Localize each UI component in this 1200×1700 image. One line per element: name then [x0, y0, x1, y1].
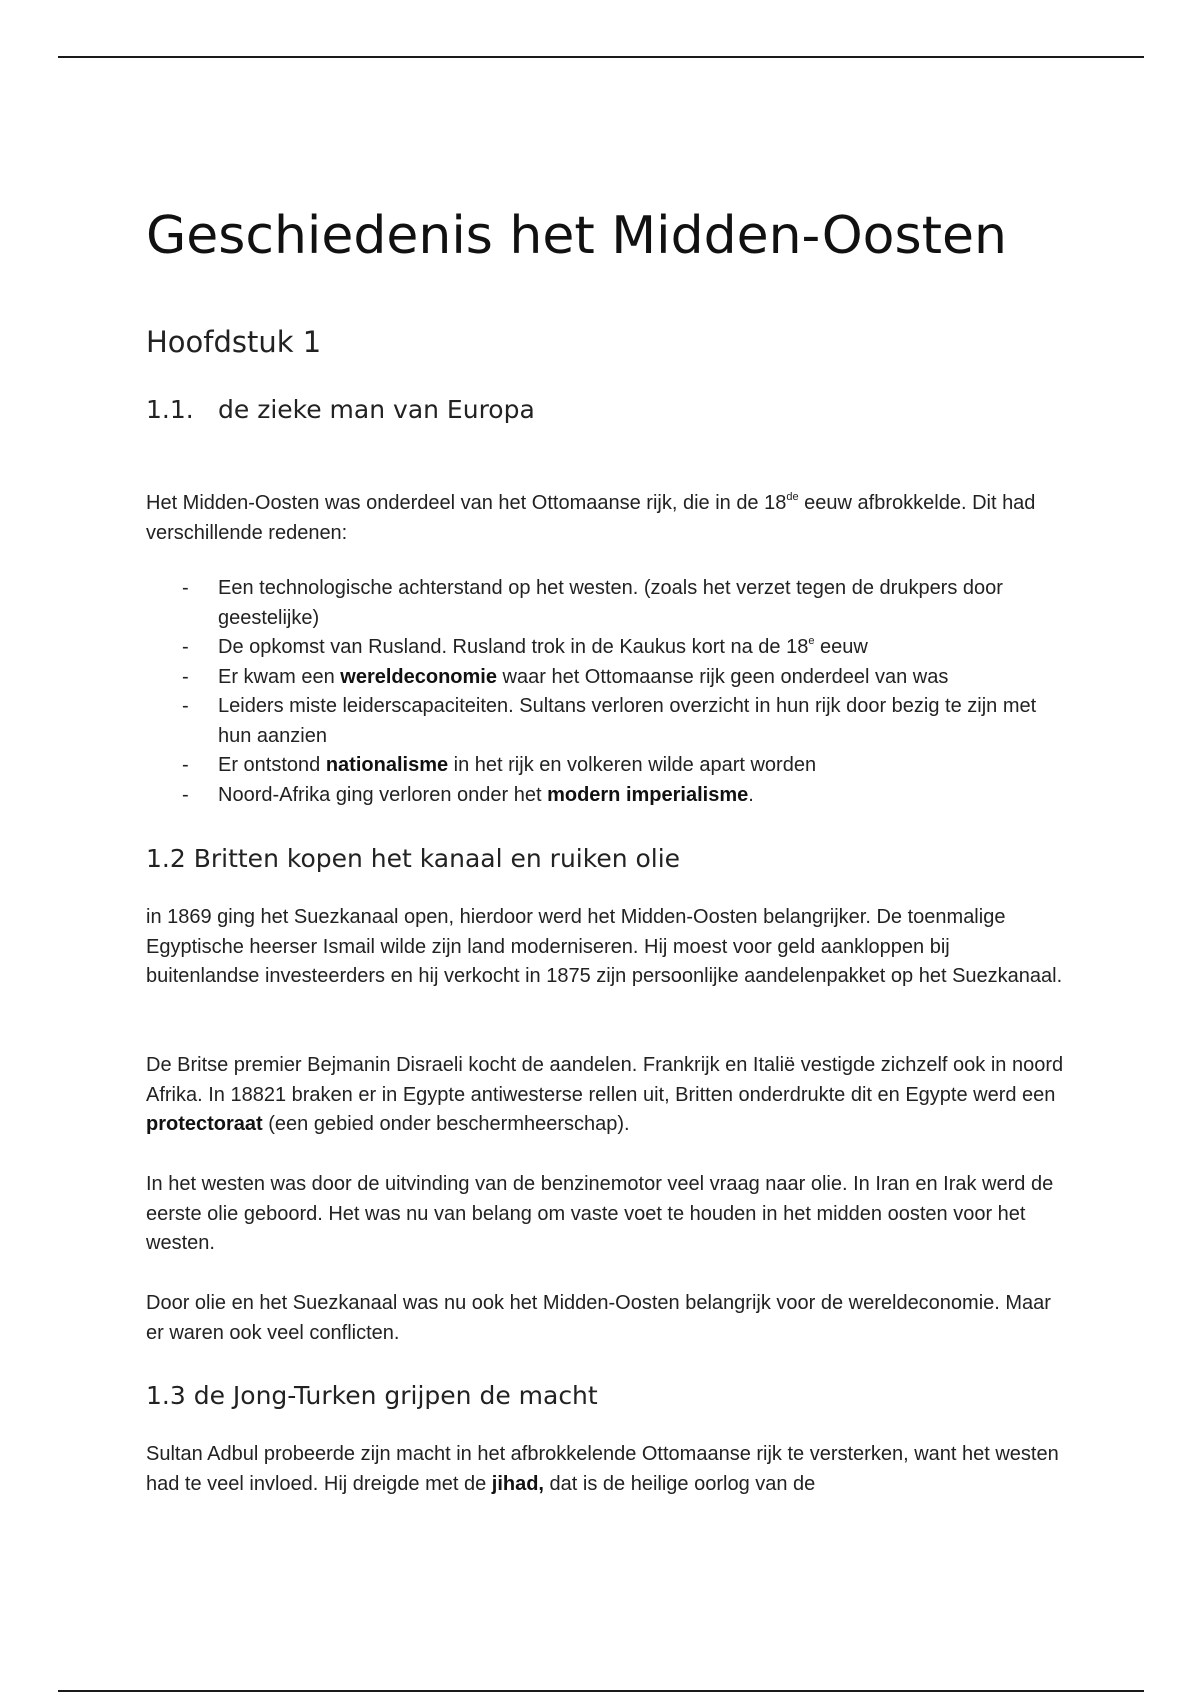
paragraph-text-end: (een gebied onder beschermheerschap). [262, 1113, 630, 1135]
section-1-2-para-4 [146, 1289, 1066, 1348]
intro-text-end: eeuw afbrokkelde. Dit had verschillende redenen: [146, 492, 1036, 544]
section-1-2-para-1 [146, 903, 1066, 992]
section-1-3-heading: 1.3 de Jong-Turken grijpen de macht [146, 1381, 598, 1410]
section-1-1-title: de zieke man van Europa [218, 395, 535, 424]
list-item-text: Leiders miste leiderscapaciteiten. Sultans verloren overzicht in hun rijk door bezig te zijn met hun aanzien [218, 695, 1037, 747]
intro-superscript: de [786, 491, 799, 503]
list-item-text: De opkomst van Rusland. Rusland trok in de Kaukus kort na de 18 [218, 636, 809, 658]
list-item-text: Een technologische achterstand op het westen. (zoals het verzet tegen de drukpers door geestelijke) [218, 577, 1003, 629]
list-item-text: Noord-Afrika ging verloren onder het [218, 783, 548, 806]
list-item-text-end: in het rijk en volkeren wilde apart worden [448, 754, 817, 776]
paragraph-text-end: dat is de heilige oorlog van de [544, 1472, 816, 1495]
paragraph [146, 1051, 1066, 1140]
list-item [146, 692, 1066, 751]
section-1-2-heading: 1.2 Britten kopen het kanaal en ruiken olie [146, 844, 681, 873]
paragraph [146, 1440, 1066, 1499]
list-item [146, 781, 1066, 811]
intro-paragraph [146, 489, 1066, 548]
document-title: Geschiedenis het Midden-Oosten [146, 206, 1007, 266]
list-item [146, 574, 1066, 633]
list-item-text: Er kwam een [218, 665, 341, 688]
reasons-list [146, 574, 1066, 810]
reasons-list-container [146, 574, 1066, 810]
paragraph-text: Sultan Adbul probeerde zijn macht in het afbrokkelende Ottomaanse rijk te versterken, want het westen had te veel invloed. Hij dreigde met de [146, 1443, 1059, 1495]
paragraph: Door olie en het Suezkanaal was nu ook het Midden-Oosten belangrijk voor de wereldeconomie. Maar er waren ook veel conflicten. [146, 1292, 1051, 1344]
bold-term: modern imperialisme [547, 783, 749, 806]
bold-term: nationalisme [325, 754, 449, 776]
paragraph: in 1869 ging het Suezkanaal open, hierdoor werd het Midden-Oosten belangrijker. De toenmalige Egyptische heerser Ismail wilde zijn land moderniseren. Hij moest voor geld aankloppen bij buitenlandse investeerders en hij verkocht in 1875 zijn persoonlijke aandelenpakket op het Suezkanaal. [146, 906, 1063, 987]
list-item [146, 663, 1066, 693]
list-item-superscript: e [808, 635, 815, 647]
chapter-heading: Hoofdstuk 1 [146, 325, 322, 359]
list-item [146, 751, 1066, 781]
list-item-text: Er ontstond [218, 754, 326, 776]
section-1-1-number: 1.1. [146, 395, 194, 424]
list-item-text-end: eeuw [814, 636, 868, 658]
section-1-3-para-1 [146, 1440, 1066, 1499]
section-1-2-para-2 [146, 1051, 1066, 1140]
footer-rule [58, 1690, 1144, 1692]
section-1-2-para-3 [146, 1170, 1066, 1259]
header-rule [58, 56, 1144, 58]
paragraph: In het westen was door de uitvinding van de benzinemotor veel vraag naar olie. In Iran en Irak werd de eerste olie geboord. Het was nu van belang om vaste voet te houden in het midden oosten voor het westen. [146, 1173, 1054, 1254]
list-item [146, 633, 1066, 663]
list-item-text-end: waar het Ottomaanse rijk geen onderdeel van was [496, 665, 949, 688]
intro-text: Het Midden-Oosten was onderdeel van het Ottomaanse rijk, die in de 18 [146, 492, 787, 514]
list-item-text-end: . [748, 783, 754, 806]
section-1-1-body [146, 489, 1066, 548]
bold-term: jihad, [491, 1472, 544, 1495]
bold-term: wereldeconomie [340, 665, 497, 688]
paragraph-text: De Britse premier Bejmanin Disraeli kocht de aandelen. Frankrijk en Italië vestigde zichzelf ook in noord Afrika. In 18821 braken er in Egypte antiwesterse rellen uit, Britten onderdrukte dit en Egypte werd een [146, 1054, 1064, 1106]
section-1-1-heading [146, 394, 535, 426]
bold-term: protectoraat [146, 1113, 263, 1135]
